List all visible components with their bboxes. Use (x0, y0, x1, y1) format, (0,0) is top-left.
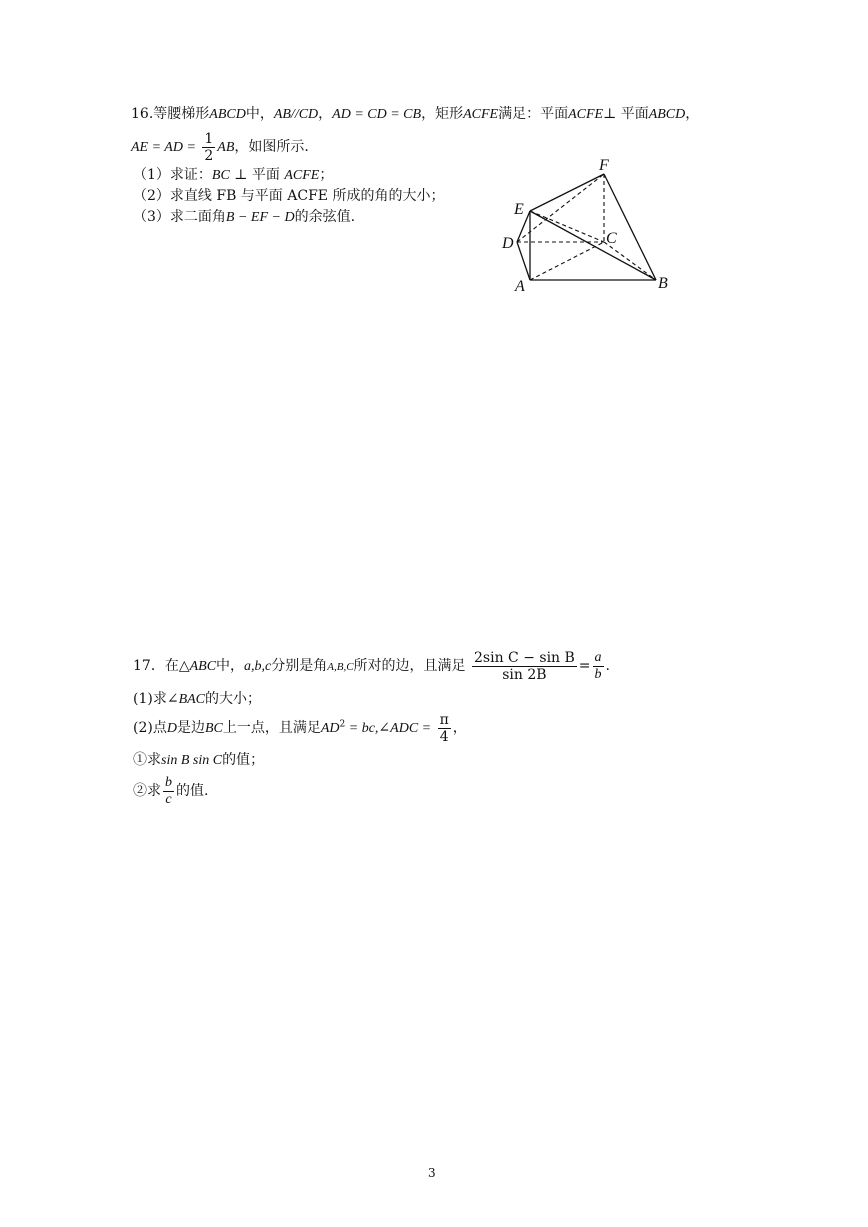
edge-FB (604, 174, 656, 280)
q17-subpart1: ①求sin B sin C的值； (133, 752, 265, 768)
main-equation-lhs: $\frac{\text{2sin C − sin B}}{\sin 2B}$ (474, 649, 575, 683)
edge-EF (530, 174, 604, 211)
edge-DF (517, 174, 604, 242)
label-A: A (515, 278, 525, 295)
edge-AD (517, 242, 530, 280)
q16-statement-line2: AE = AD = $\frac{1}{2}$ AB，如图所示. (131, 130, 309, 164)
b-over-c-fraction: $\frac{b}{c}$ (165, 774, 172, 807)
label-B: B (658, 275, 668, 292)
label-F: F (599, 157, 609, 174)
q16-part2: （2）求直线 FB 与平面 ACFE 所成的角的大小； (133, 188, 445, 204)
geometry-figure (496, 150, 686, 295)
edge-EC (530, 211, 604, 242)
edge-AC (530, 242, 604, 280)
pi-over-4-fraction: $\frac{\pi}{4}$ (439, 711, 449, 745)
half-fraction: $\frac{1}{2}$ (204, 130, 214, 164)
q17-part1: (1)求∠BAC的大小； (133, 691, 262, 707)
q16-part1: （1）求证：BC ⊥ 平面 ACFE； (133, 167, 334, 183)
q16-part3: （3）求二面角B − EF − D的余弦值. (133, 209, 356, 225)
edge-CB (604, 242, 656, 280)
label-D: D (502, 235, 514, 252)
edge-EB (530, 211, 656, 280)
q16-statement-line1: 16.等腰梯形ABCD中，AB//CD，AD = CD = CB，矩形ACFE满足：平面ACFE⊥ 平面ABCD， (131, 106, 700, 122)
main-equation-rhs: $\frac{a}{b}$ (594, 649, 602, 682)
q17-statement: 17．在△ABC中，a,b,c分别是角A,B,C所对的边，且满足 $\frac{\text{2sin C − sin B}}{\sin 2B}$ = $\frac{a}{b}$ . (133, 649, 610, 683)
page-number: 3 (428, 1166, 436, 1180)
label-E: E (514, 201, 524, 218)
label-C: C (606, 230, 617, 247)
q17-subpart2: ②求 $\frac{b}{c}$ 的值. (133, 774, 209, 807)
q17-part2: (2)点D是边BC上一点，且满足$AD^2$ = bc,∠ADC = $\frac{\pi}{4}$ ， (133, 711, 467, 745)
